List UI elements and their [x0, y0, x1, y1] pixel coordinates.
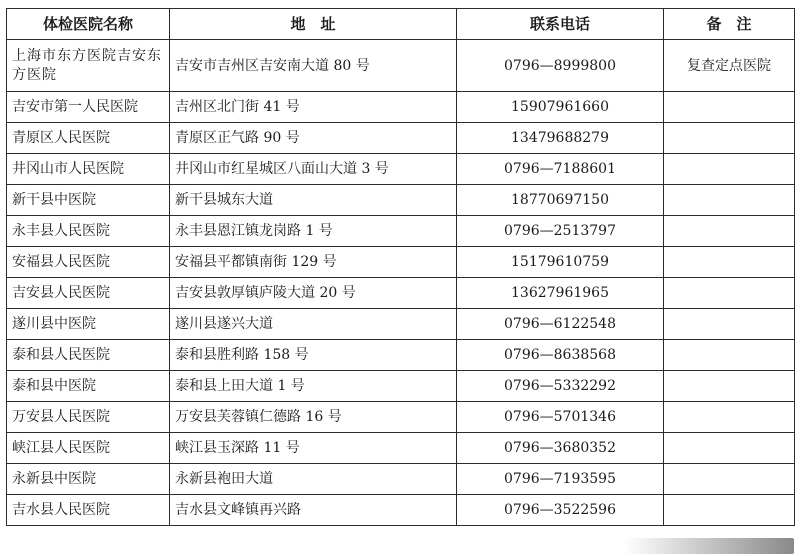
- phone-cell: 18770697150: [457, 185, 664, 216]
- table-row: [7, 40, 795, 92]
- hospital-name-cell: 万安县人民医院: [7, 402, 170, 433]
- address-cell: 万安县芙蓉镇仁德路 16 号: [170, 402, 457, 433]
- address-cell: 新干县城东大道: [170, 185, 457, 216]
- phone-cell: 0796—8999800: [457, 40, 664, 92]
- header-row: [7, 9, 795, 40]
- hospital-name-cell: 遂川县中医院: [7, 309, 170, 340]
- hospital-name-cell: 青原区人民医院: [7, 123, 170, 154]
- address-cell: 峡江县玉深路 11 号: [170, 433, 457, 464]
- hospital-name-cell: 安福县人民医院: [7, 247, 170, 278]
- address-cell: 永丰县恩江镇龙岗路 1 号: [170, 216, 457, 247]
- address-cell: 遂川县遂兴大道: [170, 309, 457, 340]
- note-cell: [664, 402, 795, 433]
- phone-cell: 0796—6122548: [457, 309, 664, 340]
- phone-cell: 0796—2513797: [457, 216, 664, 247]
- phone-cell: 13627961965: [457, 278, 664, 309]
- phone-cell: 0796—3680352: [457, 433, 664, 464]
- phone-cell: 15179610759: [457, 247, 664, 278]
- address-cell: 吉水县文峰镇再兴路: [170, 495, 457, 526]
- table-row: [7, 154, 795, 185]
- note-cell: [664, 154, 795, 185]
- hospital-name-cell: 永丰县人民医院: [7, 216, 170, 247]
- phone-cell: 15907961660: [457, 92, 664, 123]
- hospital-name-cell: 峡江县人民医院: [7, 433, 170, 464]
- table-row: [7, 185, 795, 216]
- table-row: [7, 123, 795, 154]
- note-cell: [664, 247, 795, 278]
- phone-cell: 0796—5332292: [457, 371, 664, 402]
- header-note: 备 注: [664, 9, 795, 40]
- address-cell: 吉安市吉州区吉安南大道 80 号: [170, 40, 457, 92]
- table-row: [7, 92, 795, 123]
- address-cell: 泰和县胜利路 158 号: [170, 340, 457, 371]
- table-row: [7, 495, 795, 526]
- table-row: [7, 371, 795, 402]
- hospital-name-cell: 吉安市第一人民医院: [7, 92, 170, 123]
- note-cell: [664, 495, 795, 526]
- phone-cell: 0796—7193595: [457, 464, 664, 495]
- phone-cell: 0796—7188601: [457, 154, 664, 185]
- address-cell: 安福县平都镇南街 129 号: [170, 247, 457, 278]
- table-row: [7, 216, 795, 247]
- note-cell: [664, 433, 795, 464]
- hospital-name-cell: 井冈山市人民医院: [7, 154, 170, 185]
- header-phone: 联系电话: [457, 9, 664, 40]
- note-cell: [664, 340, 795, 371]
- hospital-name-cell: 永新县中医院: [7, 464, 170, 495]
- address-cell: 井冈山市红星城区八面山大道 3 号: [170, 154, 457, 185]
- note-cell: 复查定点医院: [664, 40, 795, 92]
- hospital-name-cell: 吉水县人民医院: [7, 495, 170, 526]
- address-cell: 吉安县敦厚镇庐陵大道 20 号: [170, 278, 457, 309]
- header-address: 地 址: [170, 9, 457, 40]
- phone-cell: 0796—8638568: [457, 340, 664, 371]
- table-row: [7, 309, 795, 340]
- table-header: [7, 9, 795, 40]
- phone-cell: 0796—5701346: [457, 402, 664, 433]
- table-row: [7, 278, 795, 309]
- address-cell: 泰和县上田大道 1 号: [170, 371, 457, 402]
- hospital-name-cell: 上海市东方医院吉安东方医院: [7, 40, 170, 92]
- address-cell: 吉州区北门街 41 号: [170, 92, 457, 123]
- hospital-table: [6, 8, 795, 526]
- hospital-name-cell: 泰和县人民医院: [7, 340, 170, 371]
- note-cell: [664, 123, 795, 154]
- note-cell: [664, 464, 795, 495]
- table-body: [7, 40, 795, 526]
- hospital-name-cell: 吉安县人民医院: [7, 278, 170, 309]
- hospital-name-cell: 泰和县中医院: [7, 371, 170, 402]
- table-row: [7, 464, 795, 495]
- watermark-band: [624, 538, 794, 554]
- note-cell: [664, 278, 795, 309]
- address-cell: 青原区正气路 90 号: [170, 123, 457, 154]
- note-cell: [664, 216, 795, 247]
- header-hospital-name: 体检医院名称: [7, 9, 170, 40]
- phone-cell: 13479688279: [457, 123, 664, 154]
- address-cell: 永新县袍田大道: [170, 464, 457, 495]
- note-cell: [664, 92, 795, 123]
- table-row: [7, 402, 795, 433]
- table-row: [7, 433, 795, 464]
- table-row: [7, 340, 795, 371]
- note-cell: [664, 185, 795, 216]
- note-cell: [664, 371, 795, 402]
- phone-cell: 0796—3522596: [457, 495, 664, 526]
- hospital-list-sheet: [6, 8, 794, 526]
- hospital-name-cell: 新干县中医院: [7, 185, 170, 216]
- table-row: [7, 247, 795, 278]
- note-cell: [664, 309, 795, 340]
